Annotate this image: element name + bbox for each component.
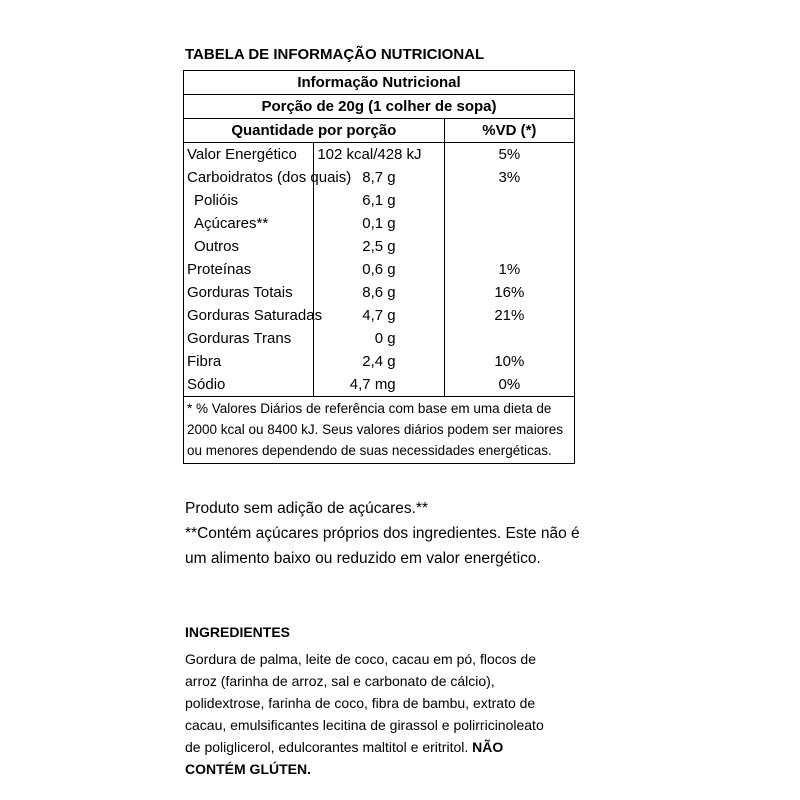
nutrient-name: Sódio [184,373,314,397]
table-row [184,166,575,189]
footnote-row [184,397,575,464]
nutrient-quantity: 4,7 mg [314,373,444,397]
ingredients-title: INGREDIENTES [185,624,291,640]
nutrient-vd [444,189,574,212]
nutrient-name: Polióis [184,189,314,212]
nutrient-quantity: 102 kcal/428 kJ [314,143,444,167]
nutrient-vd: 10% [444,350,574,373]
nutrient-name: Gorduras Totais [184,281,314,304]
nutrient-quantity: 4,7 g [314,304,444,327]
nutrient-vd: 16% [444,281,574,304]
nutrient-vd: 21% [444,304,574,327]
ingredients-list: Gordura de palma, leite de coco, cacau em pó, flocos de arroz (farinha de arroz, sal e carbonato de cálcio), polidextrose, farinha de coco, fibra de bambu, extrato de cacau, emulsificantes lecitina de girassol e polirricinoleato de poliglicerol, edulcorantes maltitol e eritritol. [185,651,544,755]
table-row [184,304,575,327]
nutrient-name: Outros [184,235,314,258]
gluten-warning: NÃO CONTÉM GLÚTEN. [185,739,504,777]
nutrition-table [183,70,575,464]
nutrient-name: Proteínas [184,258,314,281]
nutrient-vd: 3% [444,166,574,189]
nutrient-quantity: 2,5 g [314,235,444,258]
table-row [184,373,575,397]
nutrient-quantity: 0,1 g [314,212,444,235]
sugar-disclaimer-note: **Contém açúcares próprios dos ingredientes. Este não é um alimento baixo ou reduzido em valor energético. [185,525,580,567]
table-row [184,350,575,373]
table-row [184,189,575,212]
nutrient-vd [444,235,574,258]
table-row [184,212,575,235]
table-row [184,281,575,304]
nutrient-quantity: 0 g [314,327,444,350]
nutrient-name: Fibra [184,350,314,373]
nutrient-name: Valor Energético [184,143,314,167]
nutrient-name: Gorduras Saturadas [184,304,314,327]
table-row [184,327,575,350]
nutrient-quantity: 8,6 g [314,281,444,304]
nutrient-name: Gorduras Trans [184,327,314,350]
notes [185,496,585,571]
nutrient-vd [444,327,574,350]
nutrient-quantity: 6,1 g [314,189,444,212]
nutrient-vd: 1% [444,258,574,281]
nutrient-name: Açúcares** [184,212,314,235]
nutrient-quantity: 0,6 g [314,258,444,281]
column-header-row [184,119,575,143]
table-title: Informação Nutricional [184,71,575,95]
table-row [184,235,575,258]
nutrient-vd: 5% [444,143,574,167]
nutrient-name: Carboidratos (dos quais) [184,166,314,189]
no-added-sugar-note: Produto sem adição de açúcares.** [185,500,428,517]
portion-row [184,95,575,119]
ingredients-text [185,648,555,780]
table-row [184,143,575,167]
nutrient-vd [444,212,574,235]
table-row [184,258,575,281]
table-title-row [184,71,575,95]
table-footnote: * % Valores Diários de referência com base em uma dieta de 2000 kcal ou 8400 kJ. Seus valores diários podem ser maiores ou menores dependendo de suas necessidades energéticas. [184,397,575,464]
nutrient-quantity: 2,4 g [314,350,444,373]
nutrient-vd: 0% [444,373,574,397]
portion-label: Porção de 20g (1 colher de sopa) [184,95,575,119]
nutrient-quantity: 8,7 g [314,166,444,189]
vd-header: %VD (*) [444,119,574,143]
quantity-header: Quantidade por porção [184,119,445,143]
page-title: TABELA DE INFORMAÇÃO NUTRICIONAL [185,46,485,63]
